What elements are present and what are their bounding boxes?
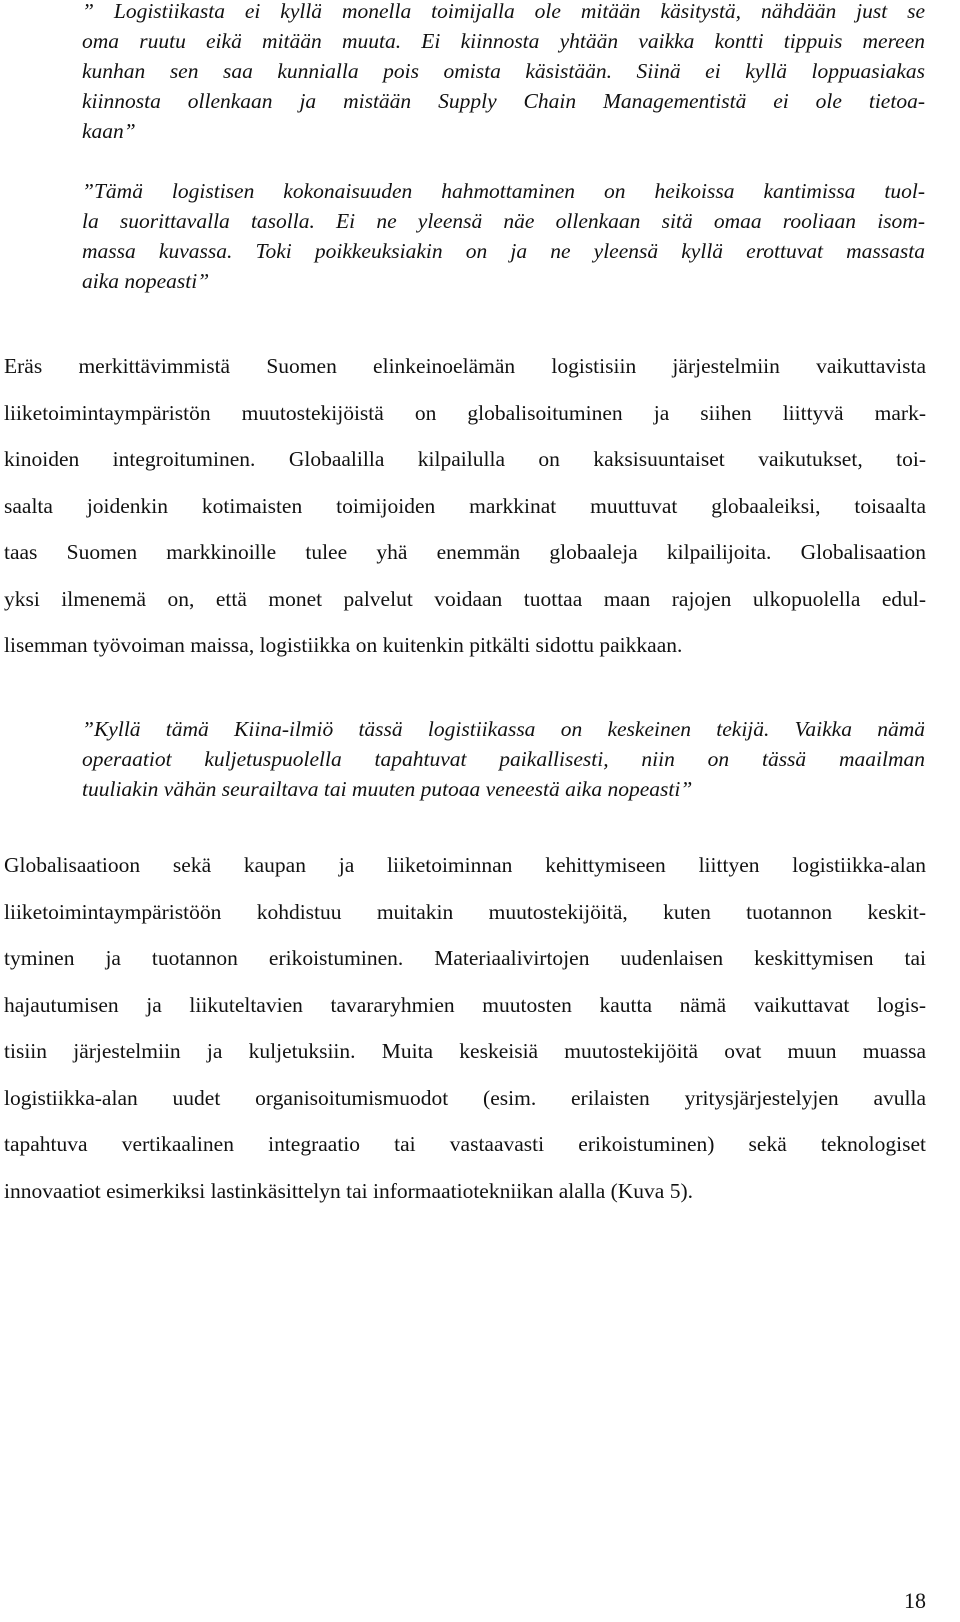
paragraph-line: tyminen ja tuotannon erikoistuminen. Materiaalivirtojen uudenlaisen keskittymisen tai	[4, 946, 926, 970]
paragraph-line: yksi ilmenemä on, että monet palvelut voidaan tuottaa maan rajojen ulkopuolella edul-	[4, 586, 926, 611]
quote-line: aika nopeasti”	[82, 269, 210, 293]
body-paragraph-1	[4, 343, 926, 669]
quote-line: massa kuvassa. Toki poikkeuksiakin on ja ne yleensä kyllä erottuvat massasta	[82, 239, 925, 263]
quote-line: kunhan sen saa kunnialla pois omista käsistään. Siinä ei kyllä loppuasiakas	[82, 59, 925, 83]
quote-line: kiinnosta ollenkaan ja mistään Supply Chain Managementistä ei ole tietoa-	[82, 89, 925, 113]
paragraph-line: kinoiden integroituminen. Globaalilla kilpailulla on kaksisuuntaiset vaikutukset, toi-	[4, 447, 926, 471]
paragraph-line: saalta joidenkin kotimaisten toimijoiden markkinat muuttuvat globaaleiksi, toisaalta	[4, 493, 926, 518]
paragraph-line: Globalisaatioon sekä kaupan ja liiketoiminnan kehittymiseen liittyen logistiikka-alan	[4, 853, 926, 877]
quote-line: oma ruutu eikä mitään muuta. Ei kiinnosta yhtään vaikka kontti tippuis mereen	[82, 29, 925, 53]
paragraph-line: hajautumisen ja liikuteltavien tavararyhmien muutosten kautta nämä vaikuttavat logis-	[4, 992, 926, 1017]
page-number: 18	[904, 1588, 926, 1613]
quote-line: operaatiot kuljetuspuolella tapahtuvat paikallisesti, niin on tässä maailman	[82, 747, 925, 771]
paragraph-line: taas Suomen markkinoille tulee yhä enemmän globaaleja kilpailijoita. Globalisaation	[4, 540, 926, 564]
quote-line: ” Logistiikasta ei kyllä monella toimijalla ole mitään käsitystä, nähdään just se	[82, 0, 925, 23]
paragraph-line: tisiin järjestelmiin ja kuljetuksiin. Muita keskeisiä muutostekijöitä ovat muun muassa	[4, 1039, 926, 1063]
paragraph-line: innovaatiot esimerkiksi lastinkäsittelyn tai informaatiotekniikan alalla (Kuva 5).	[4, 1178, 694, 1203]
paragraph-line: Eräs merkittävimmistä Suomen elinkeinoelämän logistisiin järjestelmiin vaikuttavista	[4, 354, 926, 378]
body-paragraph-2	[4, 842, 926, 1214]
paragraph-line: lisemman työvoiman maissa, logistiikka on kuitenkin pitkälti sidottu paikkaan.	[4, 633, 683, 657]
paragraph-line: logistiikka-alan uudet organisoitumismuodot (esim. erilaisten yritysjärjestelyjen avulla	[4, 1085, 926, 1110]
quote-line: ”Kyllä tämä Kiina-ilmiö tässä logistiikassa on keskeinen tekijä. Vaikka nämä	[82, 717, 925, 741]
quote-line: kaan”	[82, 119, 136, 143]
quote-line: la suorittavalla tasolla. Ei ne yleensä näe ollenkaan sitä omaa rooliaan isom-	[82, 209, 925, 233]
paragraph-line: tapahtuva vertikaalinen integraatio tai vastaavasti erikoistuminen) sekä teknologiset	[4, 1132, 926, 1156]
interview-quote-2	[82, 176, 925, 296]
quote-line: ”Tämä logistisen kokonaisuuden hahmottaminen on heikoissa kantimissa tuol-	[82, 179, 925, 203]
interview-quote-3	[82, 714, 925, 804]
interview-quote-1	[82, 0, 925, 146]
paragraph-line: liiketoimintaympäristöön kohdistuu muitakin muutostekijöitä, kuten tuotannon keskit-	[4, 899, 926, 924]
quote-line: tuuliakin vähän seurailtava tai muuten putoaa veneestä aika nopeasti”	[82, 777, 693, 801]
paragraph-line: liiketoimintaympäristön muutostekijöistä on globalisoituminen ja siihen liittyvä mark-	[4, 400, 926, 425]
